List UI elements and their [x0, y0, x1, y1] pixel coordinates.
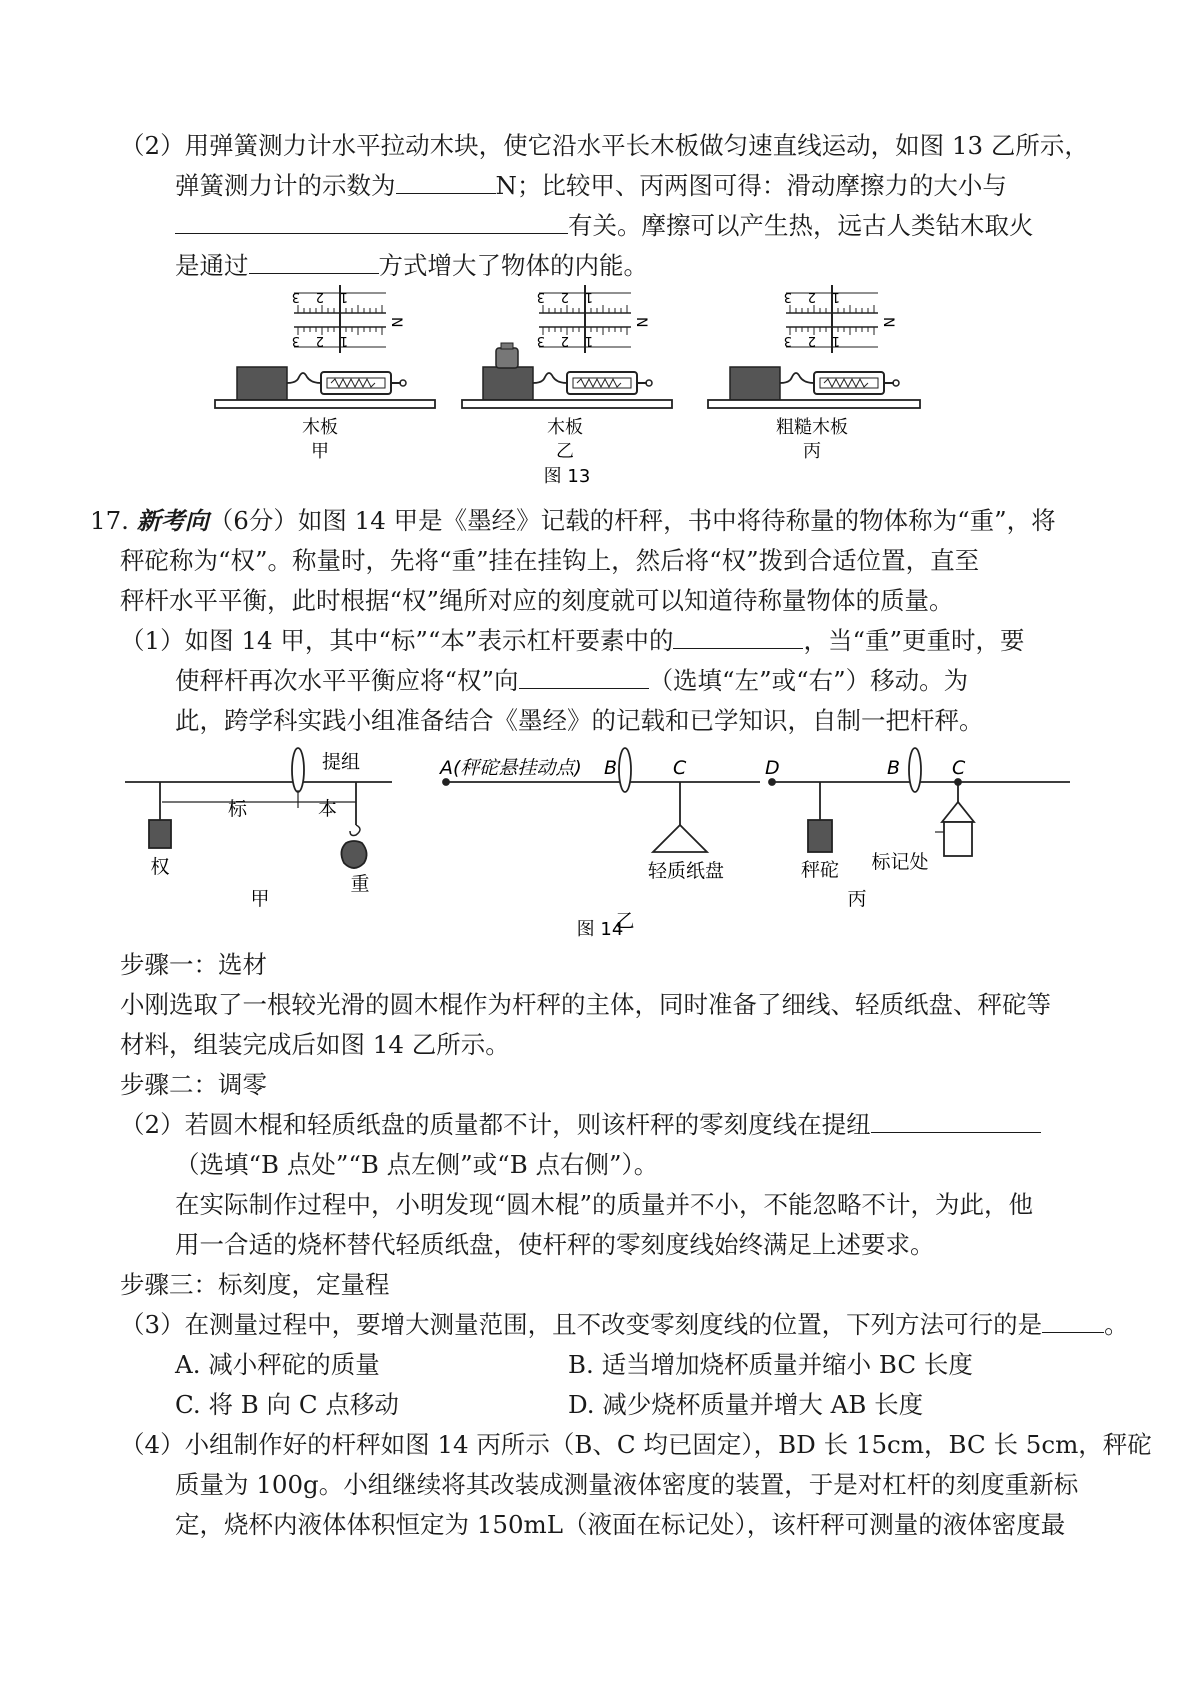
fig13-label-bing: 丙 [803, 441, 821, 462]
q17-part1-line1 [120, 623, 1025, 659]
answer-blank-choice[interactable] [1042, 1308, 1104, 1333]
q16-part2-text-1: 用弹簧测力计水平拉动木块，使它沿水平长木板做匀速直线运动，如图 13 乙所示， [184, 131, 1089, 160]
q17-part2-line4: 用一合适的烧杯替代轻质纸盘，使杆秤的零刻度线始终满足上述要求。 [175, 1230, 935, 1259]
answer-blank-zero-mark[interactable] [871, 1108, 1041, 1133]
q17-part4-line3: 定，烧杯内液体体积恒定为 150mL（液面在标记处），该杆秤可测量的液体密度最 [175, 1510, 1066, 1539]
q17-text-1: 如图 14 甲是《墨经》记载的杆秤，书中将待称量的物体称为“重”，将 [297, 506, 1056, 535]
fig13-panel-bing [708, 285, 920, 462]
fig14-tizu: 提组 [322, 751, 361, 773]
q17-part2-number: （2） [120, 1110, 185, 1139]
fig13-board-jia: 木板 [302, 417, 338, 438]
fig14-chengtuo: 秤砣 [800, 859, 840, 881]
fig14-pan: 轻质纸盘 [647, 860, 725, 882]
fig14-zhong: 重 [350, 873, 370, 895]
q17-line3: 秤杆水平平衡，此时根据“权”绳所对应的刻度就可以知道待称量物体的质量。 [120, 586, 954, 615]
weight-block [496, 348, 518, 368]
fig14-bing-b: B [887, 757, 901, 779]
fig14-biao: 标 [228, 798, 248, 820]
q17-part2-line1 [120, 1107, 1041, 1143]
fig14-label-bing: 丙 [847, 888, 867, 910]
step1-line1: 小刚选取了一根较光滑的圆木棍作为杆秤的主体，同时准备了细线、轻质纸盘、秤砣等 [120, 990, 1051, 1019]
fig13-label-yi: 乙 [556, 441, 574, 462]
fig13-panel-yi [462, 285, 672, 462]
answer-blank-lever-element[interactable] [673, 624, 803, 649]
q17-part2-text-1: 若圆木棍和轻质纸盘的质量都不计，则该杆秤的零刻度线在提纽 [184, 1110, 871, 1139]
fig14-caption: 图 14 [576, 919, 624, 940]
q17-line2: 秤砣称为“权”。称量时，先将“重”挂在挂钩上，然后将“权”拨到合适位置，直至 [120, 546, 980, 575]
q17-part1-line2 [175, 663, 968, 699]
q17-part1-text-2a: 使秤杆再次水平平衡应将“权”向 [175, 666, 519, 695]
q17-part3-number: （3） [120, 1310, 185, 1339]
fig14-panel-bing [769, 748, 1070, 856]
fig13-board-yi: 木板 [547, 417, 583, 438]
fig14-label-yi: 乙 [615, 910, 635, 932]
q16-part2-text-2b: N；比较甲、丙两图可得：滑动摩擦力的大小与 [495, 171, 1007, 200]
step2-title: 步骤二：调零 [120, 1070, 267, 1099]
fig14-mark: 标记处 [871, 851, 929, 873]
q17-part1-number: （1） [120, 626, 185, 655]
q17-part3-line1 [120, 1307, 1129, 1343]
q17-part1-text-1a: 如图 14 甲，其中“标”“本”表示杠杆要素中的 [184, 626, 674, 655]
fig13-panel-jia [215, 285, 435, 462]
figure-13: 3 2 1 3 2 1 N 木板 甲 木板 乙 粗糙木板 丙 图 13 [200, 285, 980, 490]
option-d[interactable]: D. 减少烧杯质量并增大 AB 长度 [568, 1390, 924, 1419]
answer-blank-direction[interactable] [519, 664, 649, 689]
option-c[interactable]: C. 将 B 向 C 点移动 [175, 1390, 399, 1419]
q16-part2-number: （2） [120, 131, 185, 160]
step1-line2: 材料，组装完成后如图 14 乙所示。 [120, 1030, 510, 1059]
new-direction-badge: 新考向 [136, 507, 209, 535]
q16-part2-text-3: 有关。摩擦可以产生热，远古人类钻木取火 [568, 211, 1034, 240]
q16-part2-line3 [175, 208, 1034, 244]
q16-part2-text-4b: 方式增大了物体的内能。 [378, 251, 648, 280]
q17-part4-text-1: 小组制作好的杆秤如图 14 丙所示（B、C 均已固定），BD 长 15cm，BC 长 5cm，秤砣 [184, 1430, 1152, 1459]
fig14-yi-c: C [673, 757, 687, 779]
q17-part3-text-1: 在测量过程中，要增大测量范围，且不改变零刻度线的位置，下列方法可行的是 [184, 1310, 1043, 1339]
q17-part4-line2: 质量为 100g。小组继续将其改装成测量液体密度的装置，于是对杠杆的刻度重新标 [175, 1470, 1079, 1499]
option-b[interactable]: B. 适当增加烧杯质量并缩小 BC 长度 [568, 1350, 973, 1379]
option-a[interactable]: A. 减小秤砣的质量 [175, 1350, 380, 1379]
figure-14 [120, 740, 1080, 940]
q16-part2-line2 [175, 168, 1007, 204]
fig14-a-label: A(秤砣悬挂动点) [440, 757, 582, 779]
q16-part2-line1 [120, 128, 1089, 164]
q17-part4-number: （4） [120, 1430, 185, 1459]
q17-part1-line3: 此，跨学科实践小组准备结合《墨经》的记载和已学知识，自制一把杆秤。 [175, 706, 984, 735]
q17-line1 [90, 503, 1056, 539]
fig14-ben: 本 [318, 798, 338, 820]
fig13-caption: 图 13 [543, 466, 591, 487]
answer-blank-spring-reading[interactable] [396, 169, 496, 194]
q17-part1-text-1b: ，当“重”更重时，要 [803, 626, 1025, 655]
fig13-label-jia: 甲 [311, 441, 329, 462]
q17-part2-line3: 在实际制作过程中，小明发现“圆木棍”的质量并不小，不能忽略不计，为此，他 [175, 1190, 1034, 1219]
fig14-yi-b: B [604, 757, 618, 779]
answer-blank-energy-method[interactable] [249, 249, 379, 274]
fig14-bing-d: D [765, 757, 780, 779]
fig14-quan: 权 [150, 856, 170, 878]
step3-title: 步骤三：标刻度，定量程 [120, 1270, 390, 1299]
q17-part2-line2: （选填“B 点处”“B 点左侧”或“B 点右侧”）。 [175, 1150, 659, 1179]
q17-part4-line1 [120, 1427, 1152, 1463]
q17-part3-end: 。 [1104, 1310, 1129, 1339]
q17-part1-text-2b: （选填“左”或“右”）移动。为 [648, 666, 969, 695]
fig14-label-jia: 甲 [250, 888, 270, 910]
step1-title: 步骤一：选材 [120, 950, 267, 979]
fig14-bing-c: C [952, 757, 966, 779]
fig13-board-bing: 粗糙木板 [776, 417, 848, 438]
q17-number: 17. [90, 506, 129, 535]
q16-part2-text-4a: 是通过 [175, 251, 249, 280]
q17-score: （6分） [208, 506, 298, 535]
q16-part2-line4 [175, 248, 648, 284]
answer-blank-friction-factor[interactable] [175, 209, 568, 234]
q16-part2-text-2a: 弹簧测力计的示数为 [175, 171, 396, 200]
